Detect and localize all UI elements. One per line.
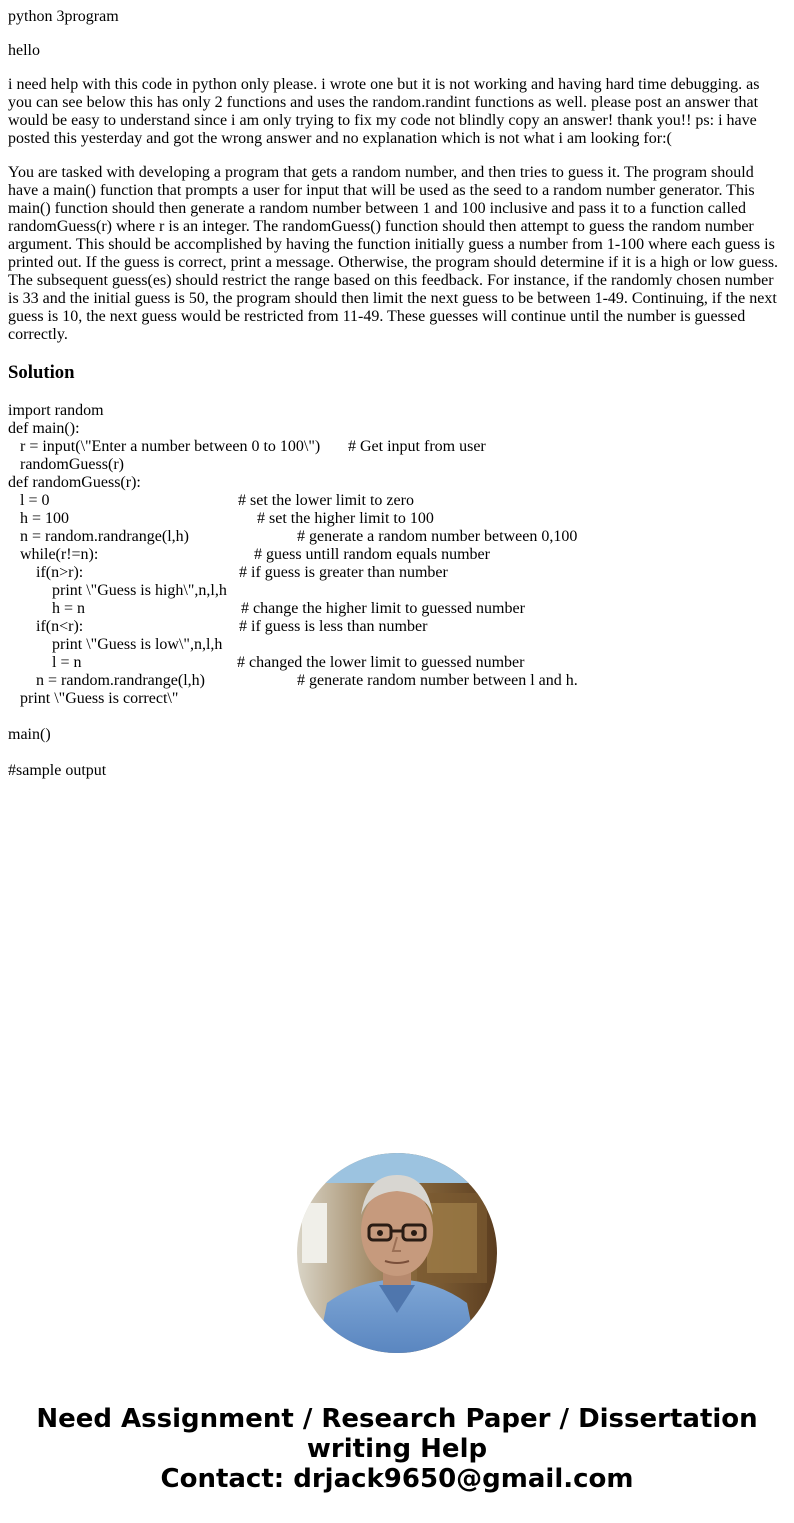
code-line: [8, 618, 786, 636]
question-greeting: hello: [8, 42, 40, 59]
code-blank-line: [8, 744, 786, 762]
author-avatar: [297, 1153, 497, 1353]
code-line: [8, 420, 786, 438]
code-comment: # set the higher limit to 100: [257, 510, 434, 527]
code-text: l = 0: [8, 492, 50, 509]
code-text: print \"Guess is high\",n,l,h: [8, 582, 227, 599]
footer-line-2: writing Help: [306, 1434, 488, 1464]
page-content: [8, 0, 786, 780]
code-text: n = random.randrange(l,h): [8, 672, 205, 689]
code-line: [8, 474, 786, 492]
code-text: h = n: [8, 600, 86, 617]
code-comment: # if guess is less than number: [239, 618, 428, 635]
footer-line-1: Need Assignment / Research Paper / Dissertation: [36, 1404, 758, 1434]
code-line: [8, 528, 786, 546]
solution-code: [8, 402, 786, 780]
code-comment: # generate a random number between 0,100: [297, 528, 578, 545]
code-text: main(): [8, 726, 51, 743]
code-text: #sample output: [8, 762, 107, 779]
code-comment: # guess untill random equals number: [254, 546, 490, 563]
code-line: [8, 762, 786, 780]
code-blank-line: [8, 708, 786, 726]
code-comment: # set the lower limit to zero: [238, 492, 414, 509]
code-text: while(r!=n):: [8, 546, 99, 563]
code-comment: # generate random number between l and h.: [297, 672, 578, 689]
code-line: [8, 546, 786, 564]
code-text: print \"Guess is correct\": [8, 690, 179, 707]
footer-contact: Contact: drjack9650@gmail.com: [160, 1464, 634, 1494]
code-text: randomGuess(r): [8, 456, 124, 473]
code-line: [8, 600, 786, 618]
code-comment: # change the higher limit to guessed number: [241, 600, 525, 617]
code-text: r = input(\"Enter a number between 0 to 100\"): [8, 438, 321, 455]
code-comment: # if guess is greater than number: [239, 564, 448, 581]
code-text: if(n<r):: [8, 618, 84, 635]
code-line: [8, 492, 786, 510]
code-text: l = n: [8, 654, 82, 671]
code-line: [8, 726, 786, 744]
code-line: [8, 438, 786, 456]
code-line: [8, 564, 786, 582]
question-request: i need help with this code in python only please. i wrote one but it is not working and having hard time debugging. as you can see below this has only 2 functions and uses the random.randint functions as well. please post an answer that would be easy to understand since i am only trying to fix my code not blindly copy an answer! thank you!! ps: i have posted this yesterday and got the wrong answer and no explanation which is not what i am looking for:(: [8, 76, 760, 147]
code-line: [8, 636, 786, 654]
code-text: def randomGuess(r):: [8, 474, 141, 491]
code-text: print \"Guess is low\",n,l,h: [8, 636, 223, 653]
code-line: [8, 402, 786, 420]
code-text: if(n>r):: [8, 564, 84, 581]
code-comment: # Get input from user: [348, 438, 486, 455]
code-line: [8, 672, 786, 690]
code-text: def main():: [8, 420, 80, 437]
code-line: [8, 510, 786, 528]
code-text: h = 100: [8, 510, 70, 527]
author-portrait-illustration: [297, 1153, 497, 1353]
code-text: n = random.randrange(l,h): [8, 528, 189, 545]
code-text: import random: [8, 402, 104, 419]
question-title: python 3program: [8, 8, 119, 25]
code-line: [8, 690, 786, 708]
code-line: [8, 654, 786, 672]
code-line: [8, 582, 786, 600]
code-line: [8, 456, 786, 474]
code-comment: # changed the lower limit to guessed number: [237, 654, 525, 671]
solution-heading: Solution: [8, 362, 75, 383]
footer-promo: [0, 1404, 794, 1494]
question-task: You are tasked with developing a program that gets a random number, and then tries to guess it. The program should have a main() function that prompts a user for input that will be used as the seed to a random number generator. This main() function should then generate a random number between 1 and 100 inclusive and pass it to a function called randomGuess(r) where r is an integer. The randomGuess() function should then attempt to guess the random number argument. This should be accomplished by having the function initially guess a number from 1-100 where each guess is printed out. If the guess is correct, print a message. Otherwise, the program should determine if it is a high or low guess. The subsequent guess(es) should restrict the range based on this feedback. For instance, if the randomly chosen number is 33 and the initial guess is 50, the program should then limit the next guess to be between 1-49. Continuing, if the next guess is 10, the next guess would be restricted from 11-49. These guesses will continue until the number is guessed correctly.: [8, 164, 779, 343]
